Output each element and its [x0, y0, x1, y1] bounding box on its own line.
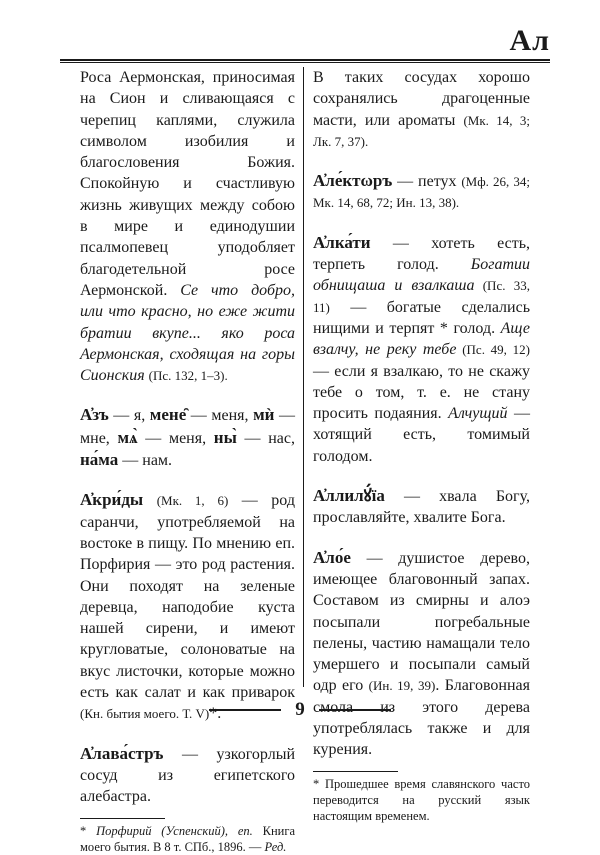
- footer-rule-right: [319, 709, 391, 711]
- page-number: 9: [295, 699, 305, 720]
- headword: А̓кри́ды: [80, 490, 144, 510]
- headword: А̓зъ: [80, 405, 109, 425]
- footnote-rule: [80, 818, 165, 819]
- running-head: Ал: [502, 26, 551, 56]
- entry-alavastr: А̓лава́стръ — узкогорлый сосуд из египетского алебастра.: [80, 743, 295, 806]
- header-rule-thin: [60, 62, 550, 63]
- entry-alektor: А̓ле́ктωръ — петух (Мф. 26, 34; Мк. 14, 68, 72; Ин. 13, 38).: [313, 171, 530, 211]
- footer-rule-left: [209, 709, 281, 711]
- entry-akridy: А̓кри́ды (Мк. 1, 6) — род саранчи, употребляемой на востоке в пищу. По мнению еп. Порфирия — это род растения. Они походят на зеленые деревца, наподобие куста нашей сирени, и имеют кругловатые, солоноватые на вкус листочки, которые можно есть как салат и как приварок (Кн. бытия моего. Т. V)*.: [80, 490, 295, 723]
- header-rule: [60, 59, 550, 61]
- left-column: [80, 67, 295, 855]
- headword: А̓ле́ктωръ: [313, 171, 393, 191]
- entry-alavastr-continuation: В таких сосудах хорошо сохранялись драгоценные масти, или ароматы (Мк. 14, 3; Лк. 7, 37).: [313, 69, 530, 149]
- headword: А̓ллилꙋ́їа: [313, 486, 385, 506]
- headword: А̓лка́ти: [313, 232, 371, 252]
- page-footer: [0, 700, 600, 720]
- entry-az: А̓зъ — я, мене̑ — меня, мѝ — мне, мѧ̀ — меня, ны̀ — нас, на́ма — нам.: [80, 405, 296, 470]
- footnote-right: * Прошедшее время славянского часто переводится на русский язык настоящим временем.: [313, 776, 530, 823]
- entry-rosa-continuation: Роса Аермонская, приносимая на Сион и сливающаяся с черепиц каплями, служила символом изобилия и благословения Божия. Спокойную и счастливую жизнь живущих между собою в мире и единодушии псалмопевец уподобляет благодетельной росе Аермонской. Се что добро, или что красно, но еже жити братии вкупе... яко роса Аермонская, сходящая на горы Сионския (Пс. 132, 1–3).: [80, 69, 295, 385]
- column-divider: [303, 67, 304, 687]
- entry-alkati: А̓лка́ти — хотеть есть, терпеть голод. Богатии обнищаша и взалкаша (Пс. 33, 11) — богатые сделались нищими и терпят * голод. Аще взалчу, не реку тебе (Пс. 49, 12) — если я взалкаю, то не скажу тебе о том, т. е. не стану просить подаяния. Алчущий — хотящий есть, томимый голодом.: [313, 232, 530, 465]
- entry-allilujia: А̓ллилꙋ́їа — хвала Богу, прославляйте, хвалите Бога.: [313, 486, 530, 527]
- footnote-rule: [313, 771, 398, 772]
- headword: А̓лава́стръ: [80, 743, 164, 763]
- entry-aloe: А̓ло́е — душистое дерево, имеющее благовонный запах. Составом из смирны и алоэ посыпали погребальные пелены, частию намащали тело умершего и посыпали самый одр его (Ин. 19, 39). Благовонная смола из этого дерева употреблялась также и для курения.: [313, 547, 530, 759]
- headword: А̓ло́е: [313, 547, 351, 567]
- footnote-left: * Порфирий (Успенский), еп. Книга моего бытия. В 8 т. СПб., 1896. — Ред.: [80, 823, 295, 854]
